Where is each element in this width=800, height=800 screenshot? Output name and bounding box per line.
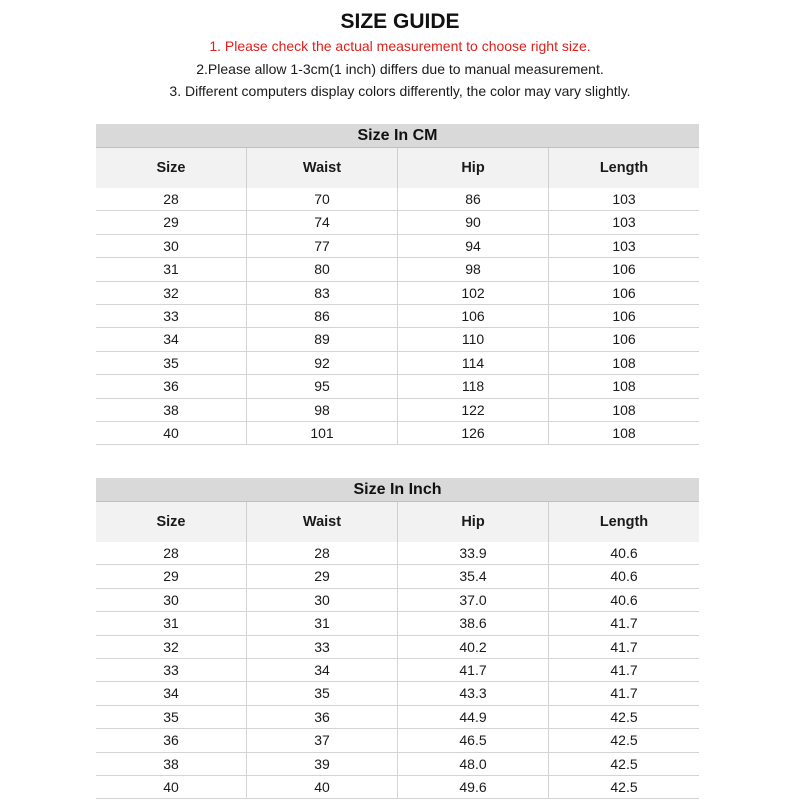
table-cell: 30	[246, 589, 397, 611]
table-cell: 43.3	[397, 682, 548, 704]
table-cell: 31	[246, 612, 397, 634]
table-cell: 86	[246, 305, 397, 327]
table-cell: 90	[397, 211, 548, 233]
table-row	[96, 636, 699, 659]
table-cell: 48.0	[397, 753, 548, 775]
table-row	[96, 375, 699, 398]
table-cell: 98	[397, 258, 548, 280]
table-row	[96, 305, 699, 328]
table-cell: 70	[246, 188, 397, 210]
column-header: Size	[156, 514, 186, 530]
table-cell: 35	[246, 682, 397, 704]
table-cell: 40	[163, 778, 179, 795]
size-table-cm	[96, 124, 699, 445]
table-cell: 114	[397, 352, 548, 374]
table-cell: 41.7	[548, 659, 699, 681]
table-row	[96, 258, 699, 281]
page-title: SIZE GUIDE	[340, 10, 460, 33]
table-cell: 41.7	[548, 682, 699, 704]
table-cell: 108	[548, 422, 699, 444]
table-row	[96, 399, 699, 422]
table-row	[96, 612, 699, 635]
table-cell: 98	[246, 399, 397, 421]
table-cell: 31	[163, 615, 179, 632]
table-cell: 41.7	[397, 659, 548, 681]
table-cell: 77	[246, 235, 397, 257]
table-row	[96, 235, 699, 258]
column-header-row	[96, 147, 699, 188]
table-cell: 42.5	[548, 776, 699, 798]
table-cell: 31	[163, 261, 179, 278]
table-cell: 40.6	[548, 542, 699, 564]
column-header: Waist	[246, 148, 397, 188]
table-row	[96, 352, 699, 375]
table-row	[96, 776, 699, 799]
table-title: Size In CM	[96, 124, 699, 147]
table-cell: 46.5	[397, 729, 548, 751]
table-cell: 118	[397, 375, 548, 397]
table-cell: 34	[163, 685, 179, 702]
table-row	[96, 753, 699, 776]
table-cell: 30	[163, 237, 179, 254]
table-cell: 29	[163, 568, 179, 585]
table-row	[96, 659, 699, 682]
table-cell: 106	[548, 328, 699, 350]
table-cell: 36	[163, 732, 179, 749]
table-cell: 37.0	[397, 589, 548, 611]
table-cell: 86	[397, 188, 548, 210]
table-row	[96, 211, 699, 234]
table-row	[96, 328, 699, 351]
table-cell: 108	[548, 375, 699, 397]
table-row	[96, 565, 699, 588]
table-body	[96, 542, 699, 799]
table-cell: 42.5	[548, 753, 699, 775]
table-cell: 103	[548, 188, 699, 210]
table-cell: 35	[163, 354, 179, 371]
column-header: Waist	[246, 502, 397, 542]
table-row	[96, 188, 699, 211]
table-cell: 33.9	[397, 542, 548, 564]
table-cell: 33	[163, 307, 179, 324]
table-cell: 38.6	[397, 612, 548, 634]
table-cell: 35.4	[397, 565, 548, 587]
size-table-inch	[96, 478, 699, 799]
column-header-row	[96, 501, 699, 542]
table-cell: 44.9	[397, 706, 548, 728]
table-cell: 49.6	[397, 776, 548, 798]
table-cell: 122	[397, 399, 548, 421]
table-cell: 29	[246, 565, 397, 587]
table-cell: 103	[548, 235, 699, 257]
note-tolerance: 2.Please allow 1-3cm(1 inch) differs due to manual measurement.	[196, 61, 604, 77]
column-header: Hip	[397, 148, 548, 188]
table-cell: 108	[548, 352, 699, 374]
column-header: Length	[548, 502, 699, 542]
table-cell: 94	[397, 235, 548, 257]
table-cell: 102	[397, 282, 548, 304]
table-cell: 40.6	[548, 565, 699, 587]
table-cell: 35	[163, 708, 179, 725]
table-cell: 92	[246, 352, 397, 374]
table-row	[96, 542, 699, 565]
table-cell: 32	[163, 284, 179, 301]
table-cell: 36	[163, 378, 179, 395]
table-cell: 89	[246, 328, 397, 350]
table-row	[96, 589, 699, 612]
note-color: 3. Different computers display colors differently, the color may vary slightly.	[169, 83, 631, 99]
table-cell: 74	[246, 211, 397, 233]
table-cell: 106	[548, 282, 699, 304]
table-cell: 29	[163, 214, 179, 231]
column-header: Hip	[397, 502, 548, 542]
table-cell: 41.7	[548, 636, 699, 658]
table-cell: 28	[163, 545, 179, 561]
table-cell: 32	[163, 638, 179, 655]
table-cell: 42.5	[548, 706, 699, 728]
table-cell: 34	[163, 331, 179, 348]
table-cell: 95	[246, 375, 397, 397]
table-cell: 80	[246, 258, 397, 280]
table-body	[96, 188, 699, 445]
table-row	[96, 729, 699, 752]
table-row	[96, 706, 699, 729]
table-cell: 40	[163, 424, 179, 441]
table-cell: 106	[548, 258, 699, 280]
table-cell: 103	[548, 211, 699, 233]
table-cell: 106	[397, 305, 548, 327]
table-cell: 36	[246, 706, 397, 728]
column-header: Size	[156, 160, 186, 176]
table-cell: 28	[246, 542, 397, 564]
table-row	[96, 282, 699, 305]
table-cell: 37	[246, 729, 397, 751]
table-row	[96, 422, 699, 445]
table-cell: 38	[163, 755, 179, 772]
table-cell: 38	[163, 401, 179, 418]
table-cell: 83	[246, 282, 397, 304]
table-cell: 40	[246, 776, 397, 798]
table-cell: 101	[246, 422, 397, 444]
table-cell: 33	[246, 636, 397, 658]
table-cell: 108	[548, 399, 699, 421]
table-cell: 40.2	[397, 636, 548, 658]
table-title: Size In Inch	[96, 478, 699, 501]
table-cell: 110	[397, 328, 548, 350]
table-cell: 42.5	[548, 729, 699, 751]
table-cell: 33	[163, 661, 179, 678]
note-measurement: 1. Please check the actual measurement to choose right size.	[209, 38, 591, 54]
table-row	[96, 682, 699, 705]
table-cell: 39	[246, 753, 397, 775]
table-cell: 41.7	[548, 612, 699, 634]
table-cell: 106	[548, 305, 699, 327]
column-header: Length	[548, 148, 699, 188]
table-cell: 30	[163, 591, 179, 608]
table-cell: 126	[397, 422, 548, 444]
table-cell: 28	[163, 191, 179, 207]
table-cell: 34	[246, 659, 397, 681]
table-cell: 40.6	[548, 589, 699, 611]
